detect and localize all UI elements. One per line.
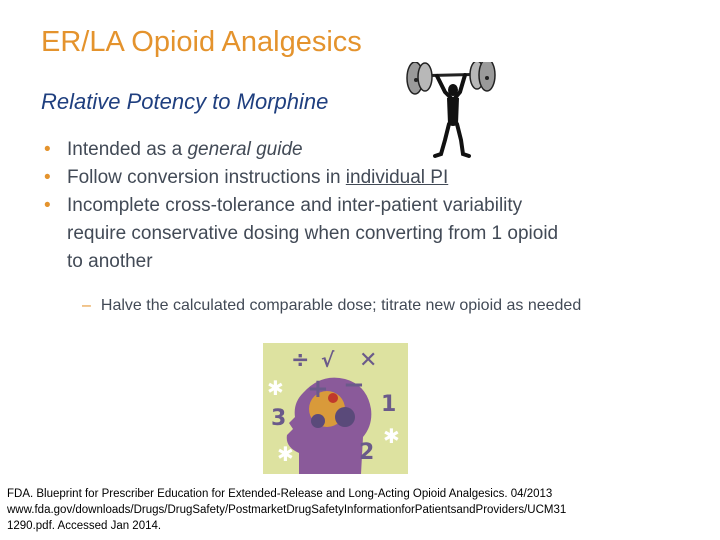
svg-text:−: − [343, 370, 365, 400]
svg-text:÷: ÷ [291, 348, 310, 373]
math-head-icon [263, 343, 408, 474]
svg-text:2: 2 [359, 440, 375, 465]
bullet-marker: • [44, 195, 51, 216]
svg-text:1: 1 [381, 392, 397, 417]
bullet-item: • Incomplete cross-tolerance and inter-patient variability require conservative dosing when converting from 1 opioid to another [42, 192, 682, 276]
svg-text:√: √ [321, 348, 335, 372]
citation-url[interactable]: www.fda.gov/downloads/Drugs/DrugSafety/PostmarketDrugSafetyInformationforPatientsandProviders/UCM31 [7, 504, 567, 516]
sub-bullet: – Halve the calculated comparable dose; titrate new opioid as needed [82, 297, 582, 314]
individual-pi-link[interactable]: individual PI [345, 167, 449, 188]
bullet-marker: • [44, 167, 51, 188]
bullet-item: • Intended as a general guide [42, 136, 682, 164]
emphasis-text: general guide [187, 139, 303, 160]
bullet-list [42, 136, 682, 276]
bullet-marker: • [44, 139, 51, 160]
citation: FDA. Blueprint for Prescriber Education for Extended-Release and Long-Acting Opioid Analgesics. 04/2013 www.fda.gov/downloads/Drugs/DrugSafety/PostmarketDrugSafetyInformationforPatientsandProviders/UCM31 1290.pdf. Accessed Jan 2014. [7, 486, 713, 534]
svg-text:+: + [307, 374, 329, 404]
svg-text:✱: ✱ [277, 442, 294, 466]
svg-text:✱: ✱ [383, 424, 400, 448]
bullet-item: • Follow conversion instructions in individual PI [42, 164, 682, 192]
svg-text:✕: ✕ [359, 348, 378, 373]
slide-subtitle: Relative Potency to Morphine [41, 89, 329, 114]
svg-text:✱: ✱ [267, 376, 284, 400]
svg-text:3: 3 [271, 406, 287, 431]
sub-bullet-marker: – [82, 297, 91, 314]
slide-title: ER/LA Opioid Analgesics [41, 26, 362, 58]
